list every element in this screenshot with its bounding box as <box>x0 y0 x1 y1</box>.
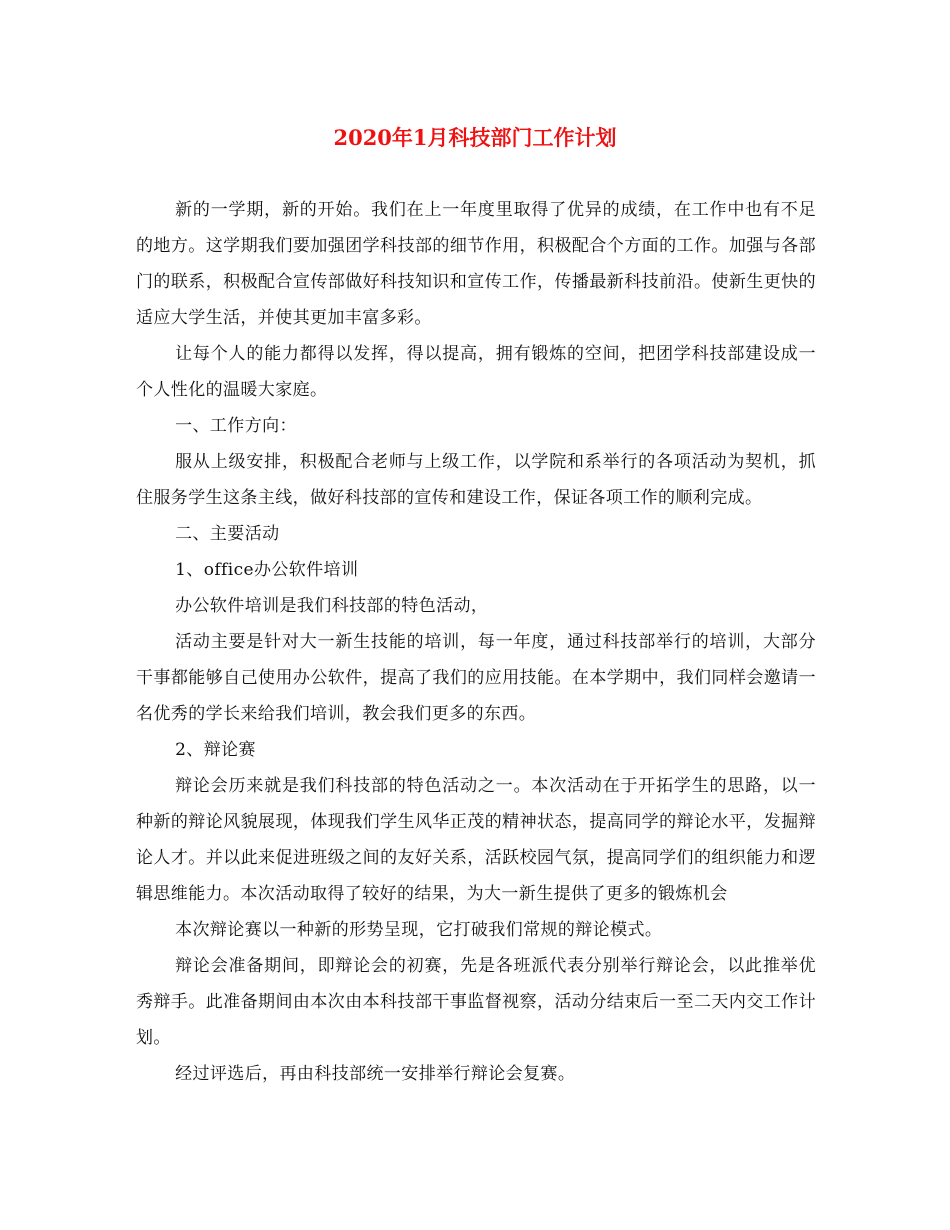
document-title: 2020年1月科技部门工作计划 <box>333 125 617 150</box>
paragraph: 经过评选后，再由科技部统一安排举行辩论会复赛。 <box>175 1064 576 1084</box>
paragraph: 辩论会历来就是我们科技部的特色活动之一。本次活动在于开拓学生的思路，以一种新的辩论风貌展现，体现我们学生风华正茂的精神状态，提高同学的辩论水平，发掘辩论人才。并以此来促进班级之间的友好关系，活跃校园气氛，提高同学们的组织能力和逻辑思维能力。本次活动取得了较好的结果，为大一新生提供了更多的锻炼机会 <box>136 776 816 904</box>
subsection-heading: 1、office办公软件培训 <box>175 560 359 580</box>
paragraph: 服从上级安排，积极配合老师与上级工作，以学院和系举行的各项活动为契机，抓住服务学生这条主线，做好科技部的宣传和建设工作，保证各项工作的顺利完成。 <box>136 452 816 508</box>
subsection-heading: 2、辩论赛 <box>175 740 256 760</box>
paragraph: 活动主要是针对大一新生技能的培训，每一年度，通过科技部举行的培训，大部分干事都能够自己使用办公软件，提高了我们的应用技能。在本学期中，我们同样会邀请一名优秀的学长来给我们培训，教会我们更多的东西。 <box>136 632 816 724</box>
paragraph: 让每个人的能力都得以发挥，得以提高，拥有锻炼的空间，把团学科技部建设成一个人性化的温暖大家庭。 <box>136 344 816 400</box>
paragraph: 新的一学期，新的开始。我们在上一年度里取得了优异的成绩，在工作中也有不足的地方。这学期我们要加强团学科技部的细节作用，积极配合个方面的工作。加强与各部门的联系，积极配合宣传部做好科技知识和宣传工作，传播最新科技前沿。使新生更快的适应大学生活，并使其更加丰富多彩。 <box>136 200 816 328</box>
document-body <box>136 192 816 1092</box>
paragraph: 本次辩论赛以一种新的形势呈现，它打破我们常规的辩论模式。 <box>175 920 663 940</box>
section-heading: 二、主要活动 <box>175 524 280 544</box>
paragraph: 辩论会准备期间，即辩论会的初赛，先是各班派代表分别举行辩论会，以此推举优秀辩手。此准备期间由本次由本科技部干事监督视察，活动分结束后一至二天内交工作计划。 <box>136 956 816 1048</box>
paragraph: 办公软件培训是我们科技部的特色活动， <box>175 596 489 616</box>
section-heading: 一、工作方向： <box>175 416 297 436</box>
